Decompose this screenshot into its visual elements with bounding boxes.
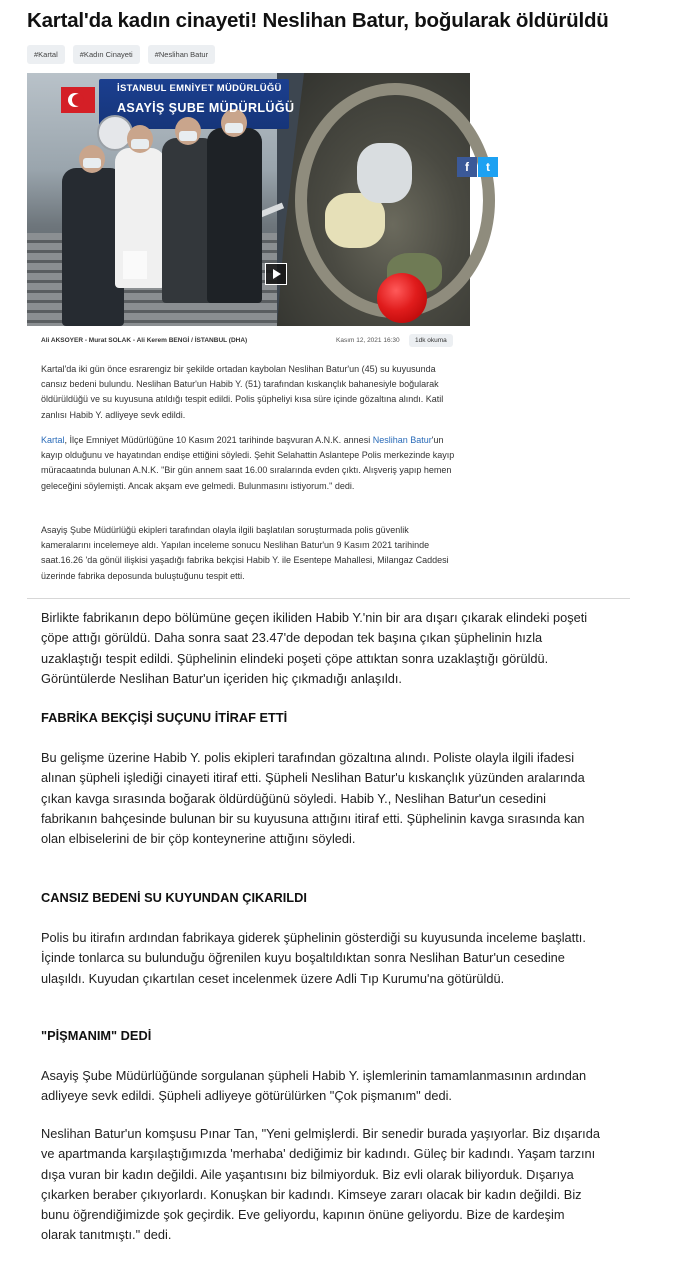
article-date: Kasım 12, 2021 16:30: [336, 337, 400, 344]
sign-text-line1: İSTANBUL EMNİYET MÜDÜRLÜĞÜ: [117, 83, 282, 94]
facebook-share-icon[interactable]: f: [457, 157, 477, 177]
summary-paragraph: [41, 433, 461, 494]
face-mask: [131, 139, 149, 149]
summary-paragraph: Asayiş Şube Müdürlüğü ekipleri tarafından olayla ilgili başlatılan soruşturmada polis güvenlik kameralarını incelemeye aldı. Yapılan inceleme sonucu Neslihan Batur'un 9 Kasım 2021 tarihinde saat.16.26 'da gönül ilişkisi yaşadığı fabrika bekçisi Habib Y. ile Esentepe Mahallesi, Milangaz Caddesi üzerinde fabrika deposunda buluştuğunu tespit etti.: [41, 525, 449, 581]
section-divider: [27, 598, 630, 599]
summary-paragraph: Kartal'da iki gün önce esrarengiz bir şekilde ortadan kaybolan Neslihan Batur'un (45) su kuyusunda cansız bedeni bulundu. Neslihan Batur'un Habib Y. (51) tarafından kıskançlık bahanesiyle boğularak öldürüldüğü ve su kuyusuna atıldığı tespit edildi. Polis şüpheliyi kısa süre içinde gözaltına alındı. Katil zanlısı Habib Y. adliyeye sevk edildi.: [41, 364, 444, 420]
tag-neslihan-batur[interactable]: #Neslihan Batur: [148, 45, 215, 64]
section-heading: CANSIZ BEDENİ SU KUYUNDAN ÇIKARILDI: [41, 890, 307, 905]
red-object: [377, 273, 427, 323]
body-paragraph: Birlikte fabrikanın depo bölümüne geçen ikiliden Habib Y.'nin bir ara dışarı çıkarak elindeki poşeti çöpe attığı görüldü. Daha sonra saat 23.47'de depodan tek başına çıkan şüphelinin hızla uzaklaştığı tespit edildi. Şüphelinin elindeki poşeti çöpe attıktan sonra uzaklaştığı görüldü. Görüntülerde Neslihan Batur'un içeriden hiç çıkmadığı anlaşıldı.: [41, 610, 588, 686]
debris: [357, 143, 412, 203]
tag-kartal[interactable]: #Kartal: [27, 45, 65, 64]
body-paragraph: Polis bu itirafın ardından fabrikaya giderek şüphelinin gösterdiği su kuyusunda inceleme başlattı. İçinde tonlarca su bulunduğu öğrenilen kuyu boşaltıldıktan sonra Neslihan Batur'un cesedine ulaşıldı. Kuyudan çıkartılan ceset incelenmek üzere Adli Tıp Kurumu'na götürüldü.: [41, 930, 586, 986]
body-paragraph: Asayiş Şube Müdürlüğünde sorgulanan şüpheli Habib Y. işlemlerinin tamamlanmasının ardından adliyeye sevk edildi. Şüpheli adliyeye götürülürken "Çok pişmanım" dedi.: [41, 1068, 587, 1104]
summary-text: , İlçe Emniyet Müdürlüğüne 10 Kasım 2021 tarihinde başvuran A.N.K. annesi: [64, 435, 373, 445]
article-headline: Kartal'da kadın cinayeti! Neslihan Batur, boğularak öldürüldü: [27, 9, 609, 32]
tag-kadin-cinayeti[interactable]: #Kadın Cinayeti: [73, 45, 140, 64]
body-paragraph: Bu gelişme üzerine Habib Y. polis ekipleri tarafından gözaltına alındı. Poliste olayla ilgili ifadesi alınan şüpheli işlediği cinayeti itiraf etti. Şüpheli Neslihan Batur'u kıskançlık yüzünden aralarında çıkan kavga sırasında boğarak öldürdüğünü söyledi. Habib Y., Neslihan Batur'un cesedini fabrikanın bahçesinde bulunan bir su kuyusuna attığını itiraf etti. Şüphelinin kavga sırasında kan olan elbiselerini de bir çöp konteynerine attığını söyledi.: [41, 750, 585, 847]
play-icon[interactable]: [265, 263, 287, 285]
article-video[interactable]: [27, 73, 490, 326]
link-kartal[interactable]: Kartal: [41, 435, 65, 445]
sign-text-line2: ASAYİŞ ŞUBE MÜDÜRLÜĞÜ: [117, 101, 295, 115]
read-time-badge: 1dk okuma: [409, 334, 453, 347]
face-mask: [83, 158, 101, 168]
face-mask: [225, 123, 243, 133]
turkish-flag-icon: [61, 87, 95, 113]
officer-figure: [207, 128, 262, 303]
section-heading: "PİŞMANIM" DEDİ: [41, 1028, 152, 1043]
tag-list: [27, 45, 215, 64]
summary-text: 'un kayıp olduğunu ve hayatından endişe ettiğini söyledi. Şehit Selahattin Aslantepe Polis merkezinde kayıp müracaatında bulunan A.N.K. "Bir gün annem saat 16.00 sıralarında evden çıktı. Alışveriş yapıp hemen geleceğini söylemişti. Ancak akşam eve gelmedi. Bulunmasını istiyorum." dedi.: [41, 435, 455, 491]
section-heading: FABRİKA BEKÇİŞİ SUÇUNU İTİRAF ETTİ: [41, 710, 288, 725]
link-neslihan-batur[interactable]: Neslihan Batur: [372, 435, 432, 445]
face-mask: [179, 131, 197, 141]
body-paragraph: Neslihan Batur'un komşusu Pınar Tan, "Yeni gelmişlerdi. Bir senedir burada yaşıyorlar. Biz dışarıda ve apartmanda karşılaştığımızda 'merhaba' dediğimiz bir kadındı. Güleç bir kadındı. Yaşam tarzını dışa vuran bir kadın değildi. Aile yaşantısını biz bilmiyorduk. Biz evli olarak biliyorduk. Dışarıya çıkarken beraber çıkıyorlardı. Konuşkan bir kadındı. Kimseye zararı olacak bir kadın değildi. Biz bunu öğrendiğimizde şok geçirdik. Eve geliyordu, kapının önüne geliyordu. Bize de kardeşim olarak tanıtmıştı." dedi.: [41, 1126, 600, 1243]
document-paper: [123, 251, 147, 279]
twitter-share-icon[interactable]: t: [478, 157, 498, 177]
article-byline: Ali AKSOYER - Murat SOLAK - Ali Kerem BENGİ / İSTANBUL (DHA): [41, 337, 248, 344]
